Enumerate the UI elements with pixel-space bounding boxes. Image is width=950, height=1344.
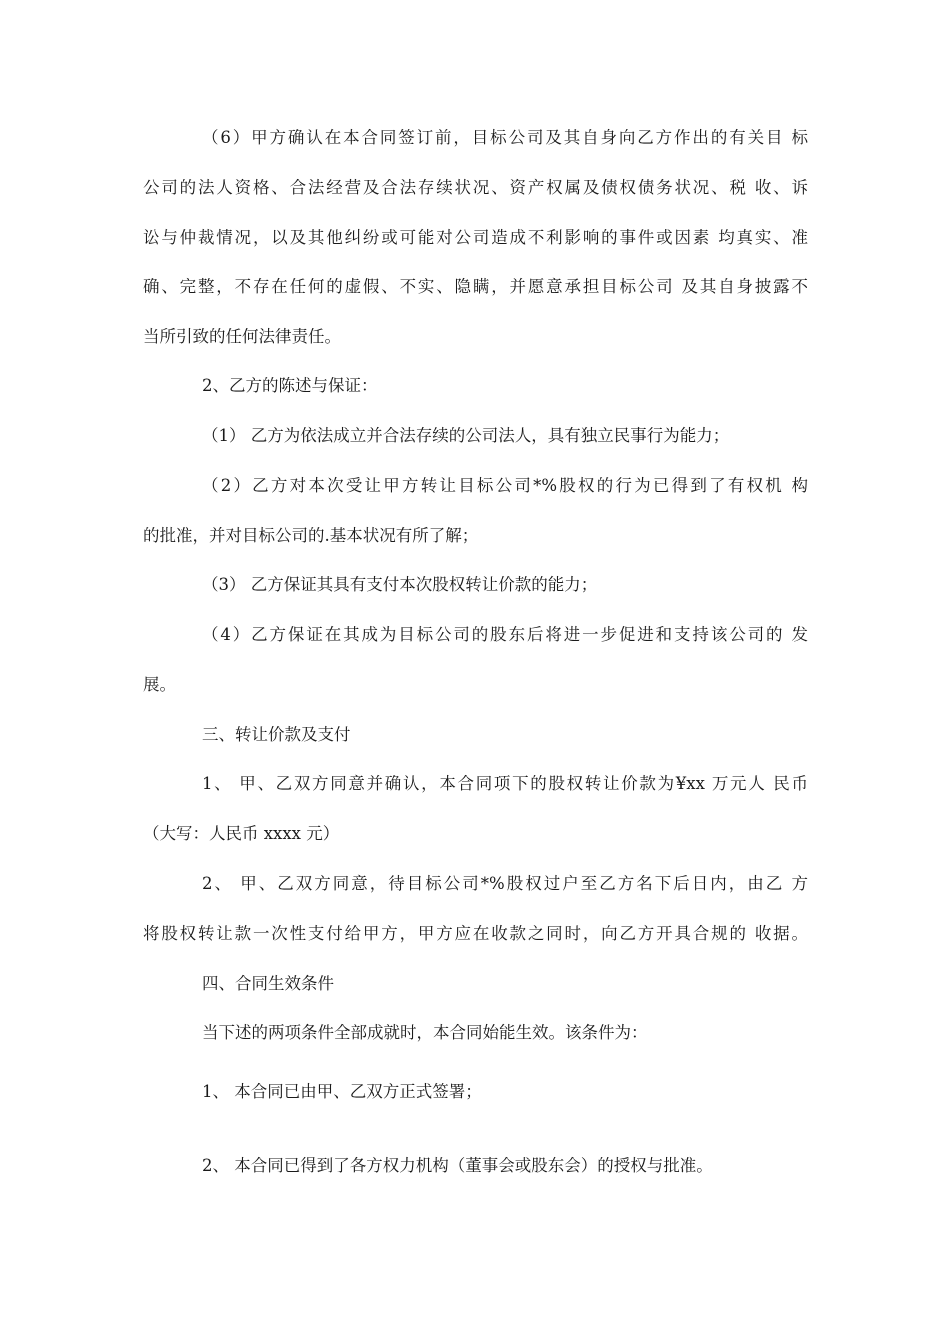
paragraph-line-8: （2）乙方对本次受让甲方转让目标公司*%股权的行为已得到了有权机 构 bbox=[202, 476, 808, 495]
paragraph-line-9: 的批准，并对目标公司的.基本状况有所了解； bbox=[143, 526, 479, 545]
paragraph-line-19: 当下述的两项条件全部成就时，本合同始能生效。该条件为： bbox=[202, 1023, 648, 1042]
paragraph-line-11: （4）乙方保证在其成为目标公司的股东后将进一步促进和支持该公司的 发 bbox=[202, 625, 808, 644]
paragraph-line-1: （6）甲方确认在本合同签订前，目标公司及其自身向乙方作出的有关目 标 bbox=[202, 128, 808, 147]
paragraph-line-16: 2、 甲、乙双方同意，待目标公司*%股权过户至乙方名下后日内，由乙 方 bbox=[202, 874, 808, 893]
paragraph-line-3: 讼与仲裁情况，以及其他纠纷或可能对公司造成不利影响的事件或因素 均真实、准 bbox=[143, 228, 808, 247]
section-heading-party-b-representations: 2、乙方的陈述与保证： bbox=[202, 376, 378, 395]
paragraph-line-5: 当所引致的任何法律责任。 bbox=[143, 327, 341, 346]
section-heading-effective-conditions: 四、合同生效条件 bbox=[202, 974, 334, 993]
paragraph-line-20: 1、 本合同已由甲、乙双方正式签署； bbox=[202, 1082, 482, 1101]
paragraph-line-2: 公司的法人资格、合法经营及合法存续状况、资产权属及债权债务状况、税 收、诉 bbox=[143, 178, 808, 197]
paragraph-line-21: 2、 本合同已得到了各方权力机构（董事会或股东会）的授权与批准。 bbox=[202, 1156, 713, 1175]
paragraph-line-10: （3） 乙方保证其具有支付本次股权转让价款的能力； bbox=[202, 575, 598, 594]
paragraph-line-14: 1、 甲、乙双方同意并确认，本合同项下的股权转让价款为¥xx 万元人 民币 bbox=[202, 774, 808, 793]
paragraph-line-7: （1） 乙方为依法成立并合法存续的公司法人，具有独立民事行为能力； bbox=[202, 426, 730, 445]
section-heading-price-payment: 三、转让价款及支付 bbox=[202, 725, 351, 744]
paragraph-line-17: 将股权转让款一次性支付给甲方，甲方应在收款之同时，向乙方开具合规的 收据。 bbox=[143, 924, 808, 943]
paragraph-line-15: （大写：人民币 xxxx 元） bbox=[143, 824, 340, 843]
paragraph-line-12: 展。 bbox=[143, 675, 176, 694]
paragraph-line-4: 确、完整，不存在任何的虚假、不实、隐瞒，并愿意承担目标公司 及其自身披露不 bbox=[143, 277, 808, 296]
